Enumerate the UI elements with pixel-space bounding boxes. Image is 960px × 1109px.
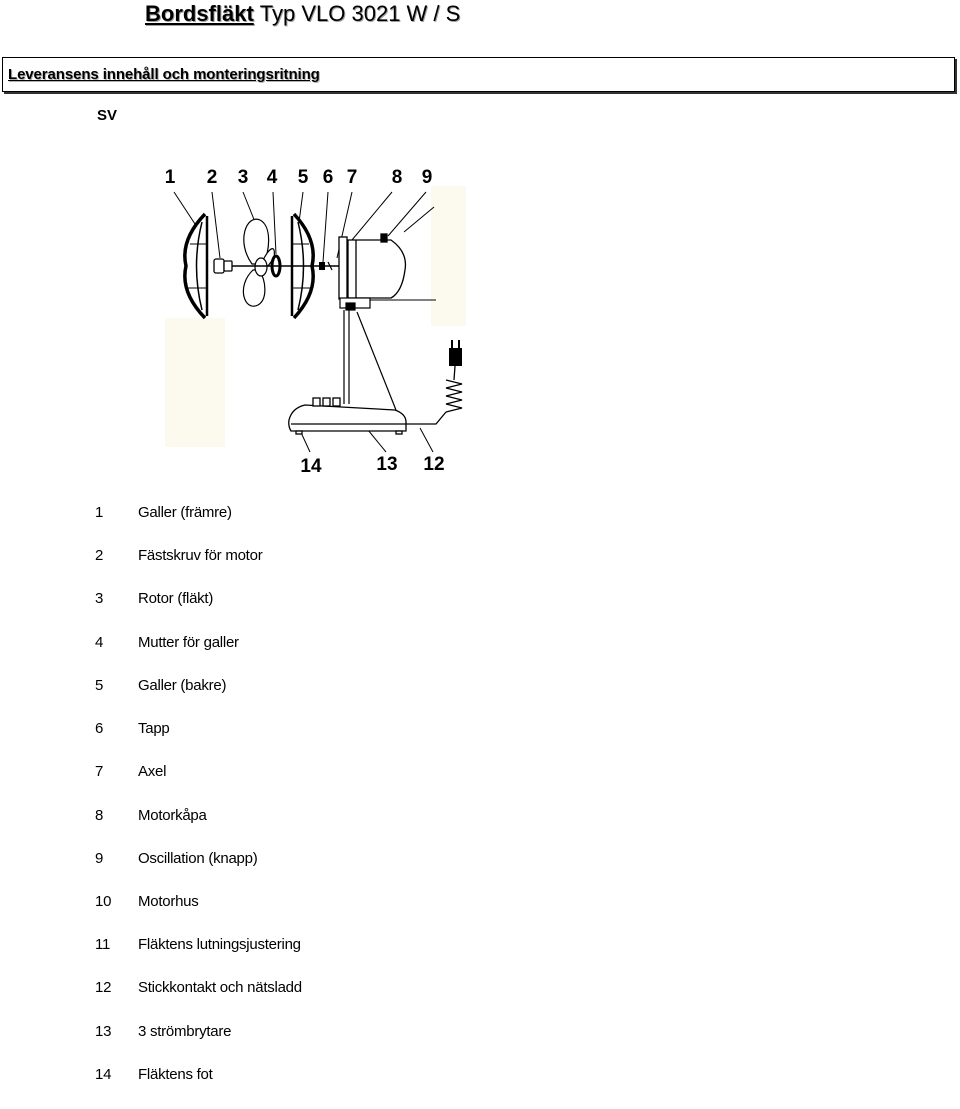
callout-8: 8	[391, 167, 403, 188]
part-number: 10	[95, 892, 112, 910]
part-number: 11	[95, 936, 111, 954]
part-label: Galler (bakre)	[138, 676, 227, 694]
fan-assembly-diagram	[160, 155, 480, 480]
part-label: Motorkåpa	[138, 806, 207, 824]
part-number: 13	[95, 1022, 112, 1040]
part-number: 4	[95, 633, 104, 651]
part-label: Rotor (fläkt)	[138, 590, 214, 608]
language-code: SV	[97, 107, 118, 124]
part-label: Stickkontakt och nätsladd	[138, 979, 302, 997]
pole	[344, 310, 349, 404]
screw-shank	[224, 261, 232, 271]
product-model: Typ VLO 3021 W / S	[259, 1, 461, 26]
leader-1	[174, 192, 195, 224]
list-item	[0, 893, 600, 936]
part-label: Fästskruv för motor	[138, 547, 263, 565]
cord-line	[406, 412, 446, 424]
list-item	[0, 720, 600, 763]
part-label: Fläktens fot	[138, 1065, 213, 1083]
callout-4: 4	[266, 167, 278, 188]
motor-screw	[214, 259, 232, 273]
tilt-rod	[357, 312, 396, 410]
pin	[319, 262, 325, 270]
part-number: 8	[95, 806, 104, 824]
part-number: 6	[95, 720, 104, 738]
list-item	[0, 590, 600, 633]
part-label: 3 strömbrytare	[138, 1022, 232, 1040]
part-label: Fläktens lutningsjustering	[138, 936, 301, 954]
product-name: Bordsfläkt	[145, 1, 254, 26]
fan-base	[289, 398, 406, 434]
base-foot	[296, 431, 302, 434]
list-item	[0, 547, 600, 590]
cord-coil	[446, 380, 462, 412]
list-item	[0, 504, 600, 547]
part-number: 12	[95, 979, 112, 997]
part-label: Tapp	[138, 720, 170, 738]
motor	[339, 234, 405, 299]
section-header-box	[2, 57, 955, 92]
leader-10	[404, 207, 434, 232]
switch-button	[333, 398, 340, 406]
callout-12: 12	[423, 454, 445, 475]
callout-5: 5	[297, 167, 309, 188]
part-number: 5	[95, 676, 104, 694]
leader-3	[243, 192, 255, 222]
leader-6	[323, 192, 328, 262]
front-grille-outer	[185, 214, 205, 318]
part-number: 9	[95, 849, 104, 867]
oscillation-knob	[381, 234, 387, 242]
list-item	[0, 807, 600, 850]
list-item	[0, 1023, 600, 1066]
list-item	[0, 850, 600, 893]
diagram-shading-left	[165, 318, 225, 447]
part-number: 3	[95, 590, 104, 608]
part-label: Oscillation (knapp)	[138, 849, 258, 867]
leader-5	[299, 192, 303, 222]
base-foot	[396, 431, 402, 434]
part-number: 7	[95, 763, 104, 781]
tilt-joint-knob	[346, 303, 355, 310]
front-grille-inner	[197, 222, 203, 310]
plug-body	[449, 348, 462, 366]
parts-list	[0, 504, 600, 1109]
motor-bracket	[339, 237, 347, 299]
list-item	[0, 634, 600, 677]
list-item	[0, 677, 600, 720]
part-number: 1	[95, 504, 104, 521]
base-body	[289, 405, 406, 431]
switch-button	[323, 398, 330, 406]
leader-13	[368, 430, 386, 452]
part-label: Motorhus	[138, 892, 199, 910]
callout-9: 9	[421, 167, 433, 188]
section-header: Leveransens innehåll och monteringsritning	[8, 65, 320, 83]
screw-head	[214, 259, 224, 273]
callout-6: 6	[322, 167, 334, 188]
callout-3: 3	[237, 167, 249, 188]
cord-to-plug	[454, 366, 455, 380]
diagram-shading-right	[431, 186, 466, 326]
list-item	[0, 979, 600, 1022]
tilt-joint	[340, 298, 370, 310]
part-label: Mutter för galler	[138, 633, 239, 651]
part-number: 2	[95, 547, 104, 565]
rotor-hub	[255, 258, 267, 276]
power-cord	[406, 366, 462, 424]
switch-button	[313, 398, 320, 406]
leader-8	[352, 192, 392, 240]
callout-2: 2	[206, 167, 218, 188]
leader-2	[212, 192, 220, 258]
list-item	[0, 936, 600, 979]
leader-4	[273, 192, 276, 254]
callout-14: 14	[300, 456, 322, 477]
rotor	[243, 219, 274, 306]
front-grille	[185, 214, 207, 318]
part-label: Axel	[138, 763, 167, 781]
callout-7: 7	[346, 167, 358, 188]
list-item	[0, 763, 600, 806]
plug	[449, 340, 462, 366]
page-title	[145, 0, 460, 28]
part-number: 14	[95, 1065, 112, 1083]
callout-1: 1	[164, 167, 176, 188]
part-label: Galler (främre)	[138, 504, 232, 521]
callout-13: 13	[376, 454, 398, 475]
list-item	[0, 1066, 600, 1109]
leader-12	[420, 428, 433, 452]
